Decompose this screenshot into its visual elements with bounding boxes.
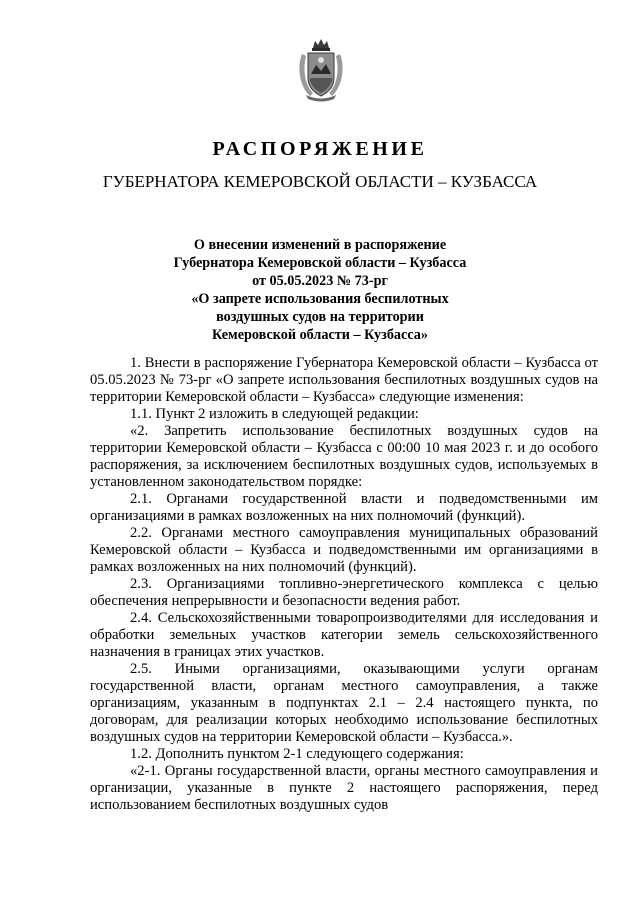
document-type: РАСПОРЯЖЕНИЕ bbox=[212, 138, 428, 160]
issuer-title: ГУБЕРНАТОРА КЕМЕРОВСКОЙ ОБЛАСТИ – КУЗБАССА bbox=[102, 172, 538, 191]
title-line: Кемеровской области – Кузбасса» bbox=[212, 327, 428, 343]
body-paragraph: 2.2. Органами местного самоуправления муниципальных образований Кемеровской области – Кузбасса и подведомственными им организациями в рамках возложенных на них полномочий (функций). bbox=[90, 525, 598, 575]
coat-of-arms-icon bbox=[296, 38, 346, 102]
title-line: Губернатора Кемеровской области – Кузбасса bbox=[173, 255, 467, 271]
document-title bbox=[150, 236, 490, 344]
body-paragraph: 2.4. Сельскохозяйственными товаропроизводителями для исследования и обработки земельных участков категории земель сельскохозяйственного назначения в границах этих участков. bbox=[90, 610, 598, 660]
body-paragraph: «2-1. Органы государственной власти, органы местного самоуправления и организации, указанные в пункте 2 настоящего распоряжения, перед использованием беспилотных воздушных судов bbox=[90, 763, 598, 813]
title-line: воздушных судов на территории bbox=[216, 309, 424, 325]
body-paragraph: 1.2. Дополнить пунктом 2-1 следующего содержания: bbox=[130, 746, 464, 762]
title-line: О внесении изменений в распоряжение bbox=[193, 237, 447, 253]
document-body bbox=[90, 355, 598, 814]
body-paragraph: «2. Запретить использование беспилотных воздушных судов на территории Кемеровской области – Кузбасса с 00:00 10 мая 2023 г. и до особого распоряжения, за исключением беспилотных воздушных судов, используемых в установленном законодательством порядке: bbox=[90, 423, 598, 490]
title-line: от 05.05.2023 № 73-рг bbox=[252, 273, 388, 289]
body-paragraph: 2.1. Органами государственной власти и подведомственными им организациями в рамках возложенных на них полномочий (функций). bbox=[90, 491, 598, 524]
body-paragraph: 2.5. Иными организациями, оказывающими услуги органам государственной власти, органам местного самоуправления, а также организациям, указанным в подпунктах 2.1 – 2.4 настоящего пункта, по договорам, для реализации которых необходимо использование беспилотных воздушных судов на территории Кемеровской области – Кузбасса.». bbox=[90, 661, 598, 745]
title-line: «О запрете использования беспилотных bbox=[191, 291, 449, 307]
body-paragraph: 1. Внести в распоряжение Губернатора Кемеровской области – Кузбасса от 05.05.2023 № 73-рг «О запрете использования беспилотных воздушных судов на территории Кемеровской области – Кузбасса» следующие изменения: bbox=[90, 355, 598, 405]
body-paragraph: 1.1. Пункт 2 изложить в следующей редакции: bbox=[130, 406, 419, 422]
body-paragraph: 2.3. Организациями топливно-энергетического комплекса с целью обеспечения непрерывности и безопасности ведения работ. bbox=[90, 576, 598, 609]
